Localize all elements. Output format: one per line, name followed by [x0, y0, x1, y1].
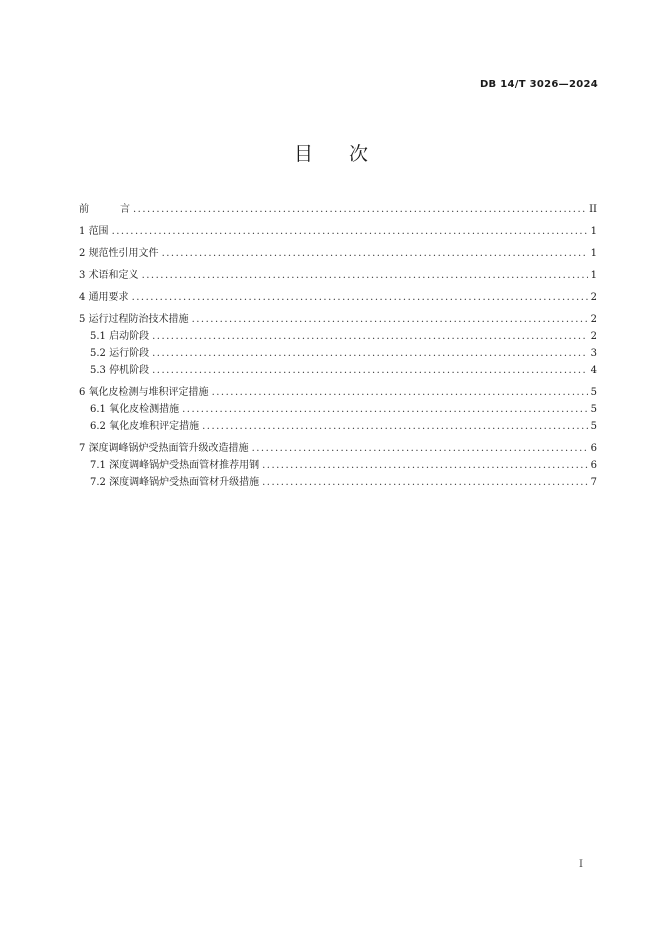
leader-dots: [142, 267, 588, 284]
standard-code: DB 14/T 3026—2024: [479, 79, 598, 90]
leader-dots: [262, 474, 588, 491]
toc-entry-label: [90, 457, 259, 474]
leader-dots: [192, 311, 588, 328]
toc-entry-text: 氧化皮堆积评定措施: [109, 421, 200, 432]
toc-entry-label: [79, 267, 139, 284]
toc-entry-4[interactable]: [79, 289, 597, 306]
toc-entry-text: 术语和定义: [88, 270, 139, 281]
toc-entry-page: 6: [590, 443, 597, 454]
toc-entry-number: 5: [79, 314, 86, 325]
toc-entry-label: [79, 223, 109, 240]
toc-entry-text: 运行过程防治技术措施: [88, 314, 189, 325]
toc-entry-5-2[interactable]: [79, 345, 597, 362]
toc-entry-text: 氧化皮检测措施: [109, 404, 180, 415]
toc-entry-number: 5.2: [90, 348, 106, 359]
leader-dots: [182, 401, 588, 418]
toc-entry-number: 5.3: [90, 365, 106, 376]
toc-entry-number: 6.1: [90, 404, 106, 415]
toc-entry-label: [79, 201, 130, 218]
toc-entry-label: [79, 289, 129, 306]
toc-entry-text: 深度调峰锅炉受热面管材升级措施: [109, 477, 260, 488]
toc-entry-label: [90, 401, 179, 418]
leader-dots: [252, 440, 588, 457]
toc-entry-label: [90, 362, 149, 379]
toc-entry-text: 深度调峰锅炉受热面管升级改造措施: [88, 443, 249, 454]
toc-entry-6[interactable]: [79, 384, 597, 401]
toc-entry-label: [79, 311, 189, 328]
toc-entry-5-1[interactable]: [79, 328, 597, 345]
toc-entry-number: 6: [79, 387, 86, 398]
leader-dots: [132, 289, 588, 306]
toc-entry-page: 2: [590, 292, 597, 303]
toc-entry-page: 5: [590, 387, 597, 398]
toc-entry-label: [90, 328, 149, 345]
toc-entry-5-3[interactable]: [79, 362, 597, 379]
toc-entry-7-2[interactable]: [79, 474, 597, 491]
toc-entry-page: 1: [590, 248, 597, 259]
toc-entry-page: 4: [590, 365, 597, 376]
leader-dots: [112, 223, 588, 240]
toc-entry-page: 5: [590, 421, 597, 432]
toc-entry-number: 4: [79, 292, 86, 303]
toc-entry-7-1[interactable]: [79, 457, 597, 474]
toc-entry-text: 氧化皮检测与堆积评定措施: [88, 387, 209, 398]
title-char-2: 次: [349, 143, 369, 165]
leader-dots: [152, 345, 588, 362]
foreword-char-1: 前: [79, 204, 89, 215]
toc-entry-page: 2: [590, 314, 597, 325]
toc-entry-text: 停机阶段: [109, 365, 150, 376]
toc-entry-page: 5: [590, 404, 597, 415]
toc-entry-3[interactable]: [79, 267, 597, 284]
toc-entry-number: 1: [79, 226, 86, 237]
toc-entry-2[interactable]: [79, 245, 597, 262]
toc-entry-foreword[interactable]: [79, 201, 597, 218]
toc-entry-6-2[interactable]: [79, 418, 597, 435]
toc-entry-6-1[interactable]: [79, 401, 597, 418]
toc-entry-page: 1: [590, 270, 597, 281]
toc-entry-label: [79, 440, 249, 457]
leader-dots: [152, 362, 588, 379]
toc-entry-page: 7: [590, 477, 597, 488]
toc-entry-7[interactable]: [79, 440, 597, 457]
leader-dots: [162, 245, 588, 262]
leader-dots: [152, 328, 588, 345]
toc-entry-number: 7: [79, 443, 86, 454]
title-char-1: 目: [293, 143, 313, 165]
toc-entry-page: 6: [590, 460, 597, 471]
toc-entry-label: [90, 418, 199, 435]
leader-dots: [262, 457, 588, 474]
toc-entry-label: [90, 345, 149, 362]
leader-dots: [202, 418, 588, 435]
toc-entry-5[interactable]: [79, 311, 597, 328]
leader-dots: [212, 384, 588, 401]
toc-entry-text: 规范性引用文件: [88, 248, 159, 259]
toc-entry-page: 2: [590, 331, 597, 342]
toc-entry-number: 5.1: [90, 331, 106, 342]
toc-entry-page: 3: [590, 348, 597, 359]
toc-entry-text: 通用要求: [88, 292, 129, 303]
table-of-contents: [79, 201, 597, 491]
toc-entry-page: 1: [590, 226, 597, 237]
toc-entry-label: [79, 384, 209, 401]
toc-entry-label: [79, 245, 159, 262]
page-title: [0, 139, 662, 166]
toc-entry-number: 7.2: [90, 477, 106, 488]
leader-dots: [133, 201, 586, 218]
toc-entry-label: [90, 474, 259, 491]
toc-entry-number: 2: [79, 248, 86, 259]
foreword-char-2: 言: [120, 204, 130, 215]
toc-entry-number: 3: [79, 270, 86, 281]
toc-entry-number: 6.2: [90, 421, 106, 432]
toc-entry-page: II: [589, 204, 597, 215]
toc-entry-number: 7.1: [90, 460, 106, 471]
page-number: I: [579, 859, 583, 870]
toc-entry-text: 运行阶段: [109, 348, 150, 359]
toc-entry-1[interactable]: [79, 223, 597, 240]
toc-entry-text: 启动阶段: [109, 331, 150, 342]
toc-entry-text: 范围: [88, 226, 109, 237]
toc-entry-text: 深度调峰锅炉受热面管材推荐用钢: [109, 460, 260, 471]
